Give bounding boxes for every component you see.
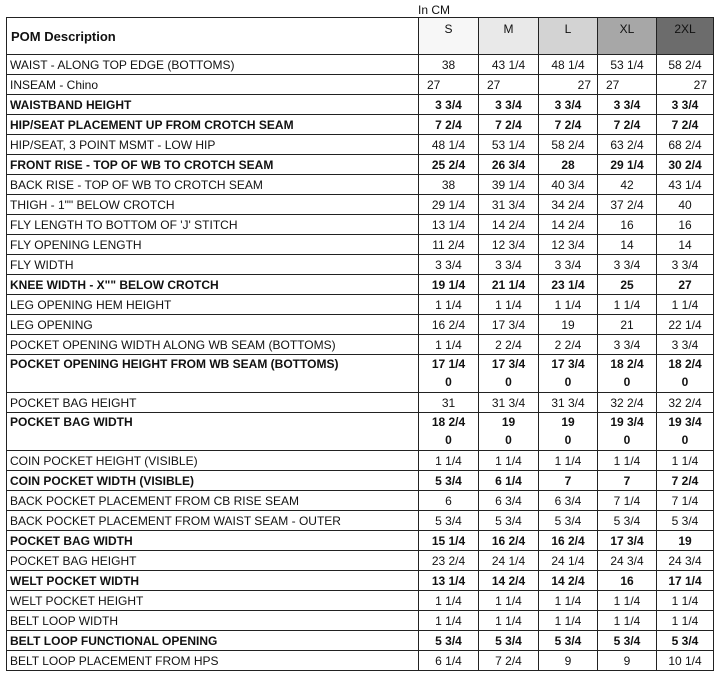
table-row bbox=[7, 413, 714, 451]
measurement-cell-s: 23 2/4 bbox=[419, 551, 479, 571]
table-row bbox=[7, 155, 714, 175]
measurement-cell-2xl: 7 2/4 bbox=[657, 115, 714, 135]
measurement-cell-m: 1 1/4 bbox=[479, 591, 539, 611]
table-row bbox=[7, 511, 714, 531]
pom-description-header: POM Description bbox=[7, 18, 419, 55]
measurement-cell-m: 17 3/4 bbox=[479, 315, 539, 335]
table-row bbox=[7, 355, 714, 393]
measurement-cell-xl: 7 1/4 bbox=[598, 491, 657, 511]
measurement-cell-l: 19 bbox=[539, 315, 598, 335]
measurement-cell-s: 1 1/4 bbox=[419, 591, 479, 611]
table-row bbox=[7, 315, 714, 335]
measurement-cell-l bbox=[539, 413, 598, 451]
measurement-cell-s: 3 3/4 bbox=[419, 255, 479, 275]
table-row bbox=[7, 611, 714, 631]
measurement-cell-2xl: 19 bbox=[657, 531, 714, 551]
measurement-cell-xl: 21 bbox=[598, 315, 657, 335]
measurement-secondary-value: 0 bbox=[445, 433, 452, 447]
pom-description-cell: THIGH - 1"" BELOW CROTCH bbox=[7, 195, 419, 215]
pom-description-cell: FLY WIDTH bbox=[7, 255, 419, 275]
measurement-cell-2xl: 58 2/4 bbox=[657, 55, 714, 75]
measurement-value: 17 3/4 bbox=[551, 357, 585, 371]
measurement-cell-l: 1 1/4 bbox=[539, 611, 598, 631]
measurement-cell-2xl: 32 2/4 bbox=[657, 393, 714, 413]
pom-description-cell: POCKET BAG HEIGHT bbox=[7, 393, 419, 413]
table-row bbox=[7, 295, 714, 315]
measurement-value: 19 3/4 bbox=[668, 415, 702, 429]
measurement-cell-2xl: 14 bbox=[657, 235, 714, 255]
measurement-cell-s: 3 3/4 bbox=[419, 95, 479, 115]
table-row bbox=[7, 175, 714, 195]
pom-description-cell: LEG OPENING bbox=[7, 315, 419, 335]
measurement-cell-l: 2 2/4 bbox=[539, 335, 598, 355]
measurement-cell-m: 6 3/4 bbox=[479, 491, 539, 511]
measurement-cell-m: 1 1/4 bbox=[479, 295, 539, 315]
measurement-cell-xl: 24 3/4 bbox=[598, 551, 657, 571]
measurement-cell-2xl: 43 1/4 bbox=[657, 175, 714, 195]
measurement-cell-s: 27 bbox=[419, 75, 479, 95]
measurement-cell-2xl: 5 3/4 bbox=[657, 511, 714, 531]
measurement-cell-s: 25 2/4 bbox=[419, 155, 479, 175]
measurement-cell-l: 27 bbox=[539, 75, 598, 95]
measurement-cell-2xl: 40 bbox=[657, 195, 714, 215]
table-row bbox=[7, 135, 714, 155]
measurement-cell-l: 3 3/4 bbox=[539, 95, 598, 115]
measurement-spec-table bbox=[6, 17, 714, 671]
measurement-secondary-value: 0 bbox=[681, 433, 689, 447]
measurement-cell-l: 24 1/4 bbox=[539, 551, 598, 571]
size-header-l: L bbox=[539, 18, 598, 55]
measurement-cell-2xl: 7 1/4 bbox=[657, 491, 714, 511]
measurement-cell-2xl: 1 1/4 bbox=[657, 611, 714, 631]
measurement-cell-m: 6 1/4 bbox=[479, 471, 539, 491]
pom-description-cell: FRONT RISE - TOP OF WB TO CROTCH SEAM bbox=[7, 155, 419, 175]
measurement-cell-s: 1 1/4 bbox=[419, 335, 479, 355]
pom-description-cell: BACK RISE - TOP OF WB TO CROTCH SEAM bbox=[7, 175, 419, 195]
measurement-cell-m: 3 3/4 bbox=[479, 255, 539, 275]
measurement-cell-xl: 7 bbox=[598, 471, 657, 491]
measurement-cell-m: 24 1/4 bbox=[479, 551, 539, 571]
measurement-cell-xl: 5 3/4 bbox=[598, 631, 657, 651]
measurement-cell-l: 58 2/4 bbox=[539, 135, 598, 155]
measurement-cell-2xl: 27 bbox=[657, 275, 714, 295]
measurement-cell-s bbox=[419, 355, 479, 393]
table-body bbox=[7, 55, 714, 671]
table-row bbox=[7, 335, 714, 355]
table-row bbox=[7, 451, 714, 471]
measurement-cell-xl: 14 bbox=[598, 235, 657, 255]
pom-description-cell: POCKET BAG HEIGHT bbox=[7, 551, 419, 571]
pom-description-cell: COIN POCKET WIDTH (VISIBLE) bbox=[7, 471, 419, 491]
measurement-secondary-value: 0 bbox=[564, 375, 572, 389]
measurement-cell-2xl: 3 3/4 bbox=[657, 95, 714, 115]
table-row bbox=[7, 591, 714, 611]
pom-description-cell: POCKET OPENING HEIGHT FROM WB SEAM (BOTTOMS) bbox=[7, 355, 419, 393]
measurement-cell-2xl: 17 1/4 bbox=[657, 571, 714, 591]
measurement-cell-2xl bbox=[657, 355, 714, 393]
measurement-cell-s: 48 1/4 bbox=[419, 135, 479, 155]
measurement-cell-l: 31 3/4 bbox=[539, 393, 598, 413]
measurement-value: 19 3/4 bbox=[610, 415, 644, 429]
table-row bbox=[7, 215, 714, 235]
pom-description-cell: BELT LOOP FUNCTIONAL OPENING bbox=[7, 631, 419, 651]
measurement-cell-xl: 1 1/4 bbox=[598, 451, 657, 471]
table-row bbox=[7, 531, 714, 551]
measurement-cell-m: 27 bbox=[479, 75, 539, 95]
measurement-cell-s: 19 1/4 bbox=[419, 275, 479, 295]
measurement-cell-l: 12 3/4 bbox=[539, 235, 598, 255]
measurement-cell-s: 15 1/4 bbox=[419, 531, 479, 551]
measurement-cell-2xl: 22 1/4 bbox=[657, 315, 714, 335]
measurement-cell-2xl: 1 1/4 bbox=[657, 451, 714, 471]
measurement-cell-m: 3 3/4 bbox=[479, 95, 539, 115]
measurement-secondary-value: 0 bbox=[623, 433, 631, 447]
measurement-cell-s: 1 1/4 bbox=[419, 611, 479, 631]
table-row bbox=[7, 571, 714, 591]
measurement-cell-xl: 53 1/4 bbox=[598, 55, 657, 75]
table-row bbox=[7, 75, 714, 95]
measurement-cell-2xl: 27 bbox=[657, 75, 714, 95]
measurement-cell-2xl bbox=[657, 413, 714, 451]
measurement-cell-xl: 9 bbox=[598, 651, 657, 671]
pom-description-cell: BELT LOOP WIDTH bbox=[7, 611, 419, 631]
measurement-cell-s: 1 1/4 bbox=[419, 451, 479, 471]
measurement-cell-m bbox=[479, 355, 539, 393]
pom-description-cell: COIN POCKET HEIGHT (VISIBLE) bbox=[7, 451, 419, 471]
measurement-cell-s: 5 3/4 bbox=[419, 511, 479, 531]
pom-description-cell: INSEAM - Chino bbox=[7, 75, 419, 95]
table-row bbox=[7, 255, 714, 275]
measurement-cell-xl: 32 2/4 bbox=[598, 393, 657, 413]
measurement-cell-l: 16 2/4 bbox=[539, 531, 598, 551]
unit-label: In CM bbox=[418, 3, 451, 17]
measurement-cell-2xl: 1 1/4 bbox=[657, 591, 714, 611]
table-row bbox=[7, 195, 714, 215]
measurement-cell-2xl: 68 2/4 bbox=[657, 135, 714, 155]
measurement-cell-m bbox=[479, 413, 539, 451]
measurement-cell-l: 48 1/4 bbox=[539, 55, 598, 75]
pom-description-cell: POCKET BAG WIDTH bbox=[7, 531, 419, 551]
measurement-cell-s: 6 1/4 bbox=[419, 651, 479, 671]
measurement-cell-m: 5 3/4 bbox=[479, 631, 539, 651]
measurement-cell-l: 40 3/4 bbox=[539, 175, 598, 195]
measurement-cell-m: 31 3/4 bbox=[479, 393, 539, 413]
measurement-cell-m: 39 1/4 bbox=[479, 175, 539, 195]
measurement-cell-xl bbox=[598, 413, 657, 451]
pom-description-cell: POCKET BAG WIDTH bbox=[7, 413, 419, 451]
measurement-value: 17 3/4 bbox=[491, 357, 526, 371]
measurement-cell-2xl: 3 3/4 bbox=[657, 255, 714, 275]
measurement-cell-m: 2 2/4 bbox=[479, 335, 539, 355]
measurement-secondary-value: 0 bbox=[505, 375, 512, 389]
measurement-cell-xl: 1 1/4 bbox=[598, 591, 657, 611]
measurement-cell-s bbox=[419, 413, 479, 451]
measurement-cell-m: 12 3/4 bbox=[479, 235, 539, 255]
measurement-cell-2xl: 3 3/4 bbox=[657, 335, 714, 355]
size-header-s: S bbox=[419, 18, 479, 55]
measurement-cell-m: 1 1/4 bbox=[479, 611, 539, 631]
measurement-cell-l: 6 3/4 bbox=[539, 491, 598, 511]
measurement-cell-xl: 37 2/4 bbox=[598, 195, 657, 215]
measurement-cell-l: 28 bbox=[539, 155, 598, 175]
size-header-xl: XL bbox=[598, 18, 657, 55]
measurement-cell-m: 7 2/4 bbox=[479, 115, 539, 135]
measurement-cell-xl: 16 bbox=[598, 571, 657, 591]
measurement-cell-s: 38 bbox=[419, 55, 479, 75]
measurement-cell-m: 31 3/4 bbox=[479, 195, 539, 215]
measurement-cell-l: 14 2/4 bbox=[539, 571, 598, 591]
measurement-value: 19 bbox=[501, 415, 516, 429]
measurement-cell-l: 9 bbox=[539, 651, 598, 671]
measurement-cell-l: 34 2/4 bbox=[539, 195, 598, 215]
measurement-cell-xl: 1 1/4 bbox=[598, 295, 657, 315]
measurement-cell-l: 7 2/4 bbox=[539, 115, 598, 135]
measurement-cell-2xl: 10 1/4 bbox=[657, 651, 714, 671]
measurement-cell-m: 26 3/4 bbox=[479, 155, 539, 175]
measurement-cell-s: 29 1/4 bbox=[419, 195, 479, 215]
table-row bbox=[7, 275, 714, 295]
measurement-cell-xl: 16 bbox=[598, 215, 657, 235]
measurement-cell-s: 5 3/4 bbox=[419, 471, 479, 491]
measurement-cell-s: 11 2/4 bbox=[419, 235, 479, 255]
pom-description-cell: LEG OPENING HEM HEIGHT bbox=[7, 295, 419, 315]
measurement-value: 19 bbox=[561, 415, 575, 429]
measurement-cell-xl: 17 3/4 bbox=[598, 531, 657, 551]
measurement-secondary-value: 0 bbox=[445, 375, 452, 389]
measurement-cell-xl: 1 1/4 bbox=[598, 611, 657, 631]
measurement-cell-l: 3 3/4 bbox=[539, 255, 598, 275]
measurement-value: 17 1/4 bbox=[431, 357, 466, 371]
measurement-cell-2xl: 30 2/4 bbox=[657, 155, 714, 175]
pom-description-cell: BACK POCKET PLACEMENT FROM CB RISE SEAM bbox=[7, 491, 419, 511]
header-row bbox=[7, 18, 714, 55]
measurement-cell-l: 14 2/4 bbox=[539, 215, 598, 235]
measurement-cell-xl: 5 3/4 bbox=[598, 511, 657, 531]
measurement-cell-l: 1 1/4 bbox=[539, 591, 598, 611]
measurement-cell-s: 31 bbox=[419, 393, 479, 413]
measurement-cell-2xl: 16 bbox=[657, 215, 714, 235]
measurement-cell-xl: 29 1/4 bbox=[598, 155, 657, 175]
measurement-cell-s: 38 bbox=[419, 175, 479, 195]
table-row bbox=[7, 95, 714, 115]
measurement-cell-l bbox=[539, 355, 598, 393]
measurement-cell-l: 5 3/4 bbox=[539, 631, 598, 651]
measurement-secondary-value: 0 bbox=[681, 375, 689, 389]
pom-description-cell: POCKET OPENING WIDTH ALONG WB SEAM (BOTTOMS) bbox=[7, 335, 419, 355]
table-row bbox=[7, 235, 714, 255]
measurement-cell-m: 14 2/4 bbox=[479, 571, 539, 591]
measurement-cell-s: 7 2/4 bbox=[419, 115, 479, 135]
measurement-cell-m: 53 1/4 bbox=[479, 135, 539, 155]
measurement-cell-xl: 25 bbox=[598, 275, 657, 295]
size-header-2xl: 2XL bbox=[657, 18, 714, 55]
pom-description-cell: WELT POCKET HEIGHT bbox=[7, 591, 419, 611]
pom-description-cell: HIP/SEAT, 3 POINT MSMT - LOW HIP bbox=[7, 135, 419, 155]
pom-description-cell: BELT LOOP PLACEMENT FROM HPS bbox=[7, 651, 419, 671]
pom-description-cell: HIP/SEAT PLACEMENT UP FROM CROTCH SEAM bbox=[7, 115, 419, 135]
table-row bbox=[7, 393, 714, 413]
measurement-cell-xl: 3 3/4 bbox=[598, 95, 657, 115]
measurement-cell-xl: 63 2/4 bbox=[598, 135, 657, 155]
measurement-secondary-value: 0 bbox=[564, 433, 572, 447]
measurement-cell-l: 7 bbox=[539, 471, 598, 491]
table-row bbox=[7, 551, 714, 571]
table-row bbox=[7, 651, 714, 671]
measurement-value: 18 2/4 bbox=[610, 357, 644, 371]
table-row bbox=[7, 491, 714, 511]
measurement-value: 18 2/4 bbox=[668, 357, 702, 371]
pom-description-cell: BACK POCKET PLACEMENT FROM WAIST SEAM - OUTER bbox=[7, 511, 419, 531]
measurement-cell-xl: 3 3/4 bbox=[598, 335, 657, 355]
table-row bbox=[7, 631, 714, 651]
measurement-cell-s: 6 bbox=[419, 491, 479, 511]
size-header-m: M bbox=[479, 18, 539, 55]
measurement-cell-xl: 3 3/4 bbox=[598, 255, 657, 275]
measurement-cell-2xl: 24 3/4 bbox=[657, 551, 714, 571]
measurement-cell-m: 1 1/4 bbox=[479, 451, 539, 471]
measurement-cell-xl bbox=[598, 355, 657, 393]
measurement-cell-l: 5 3/4 bbox=[539, 511, 598, 531]
measurement-cell-m: 7 2/4 bbox=[479, 651, 539, 671]
pom-description-cell: WELT POCKET WIDTH bbox=[7, 571, 419, 591]
measurement-secondary-value: 0 bbox=[623, 375, 631, 389]
measurement-cell-m: 21 1/4 bbox=[479, 275, 539, 295]
pom-description-cell: FLY OPENING LENGTH bbox=[7, 235, 419, 255]
table-row bbox=[7, 115, 714, 135]
measurement-cell-xl: 7 2/4 bbox=[598, 115, 657, 135]
measurement-cell-s: 13 1/4 bbox=[419, 571, 479, 591]
measurement-value: 18 2/4 bbox=[431, 415, 466, 429]
table-row bbox=[7, 55, 714, 75]
measurement-cell-s: 1 1/4 bbox=[419, 295, 479, 315]
pom-description-cell: WAIST - ALONG TOP EDGE (BOTTOMS) bbox=[7, 55, 419, 75]
measurement-cell-2xl: 5 3/4 bbox=[657, 631, 714, 651]
pom-description-cell: KNEE WIDTH - X"" BELOW CROTCH bbox=[7, 275, 419, 295]
pom-description-cell: WAISTBAND HEIGHT bbox=[7, 95, 419, 115]
measurement-cell-2xl: 1 1/4 bbox=[657, 295, 714, 315]
measurement-cell-m: 14 2/4 bbox=[479, 215, 539, 235]
measurement-cell-s: 16 2/4 bbox=[419, 315, 479, 335]
measurement-cell-s: 13 1/4 bbox=[419, 215, 479, 235]
measurement-cell-l: 1 1/4 bbox=[539, 295, 598, 315]
measurement-cell-2xl: 7 2/4 bbox=[657, 471, 714, 491]
table-row bbox=[7, 471, 714, 491]
measurement-cell-m: 43 1/4 bbox=[479, 55, 539, 75]
measurement-cell-m: 5 3/4 bbox=[479, 511, 539, 531]
measurement-secondary-value: 0 bbox=[505, 433, 512, 447]
measurement-cell-m: 16 2/4 bbox=[479, 531, 539, 551]
measurement-cell-l: 1 1/4 bbox=[539, 451, 598, 471]
measurement-cell-xl: 42 bbox=[598, 175, 657, 195]
measurement-cell-s: 5 3/4 bbox=[419, 631, 479, 651]
pom-description-cell: FLY LENGTH TO BOTTOM OF 'J' STITCH bbox=[7, 215, 419, 235]
measurement-cell-xl: 27 bbox=[598, 75, 657, 95]
measurement-cell-l: 23 1/4 bbox=[539, 275, 598, 295]
